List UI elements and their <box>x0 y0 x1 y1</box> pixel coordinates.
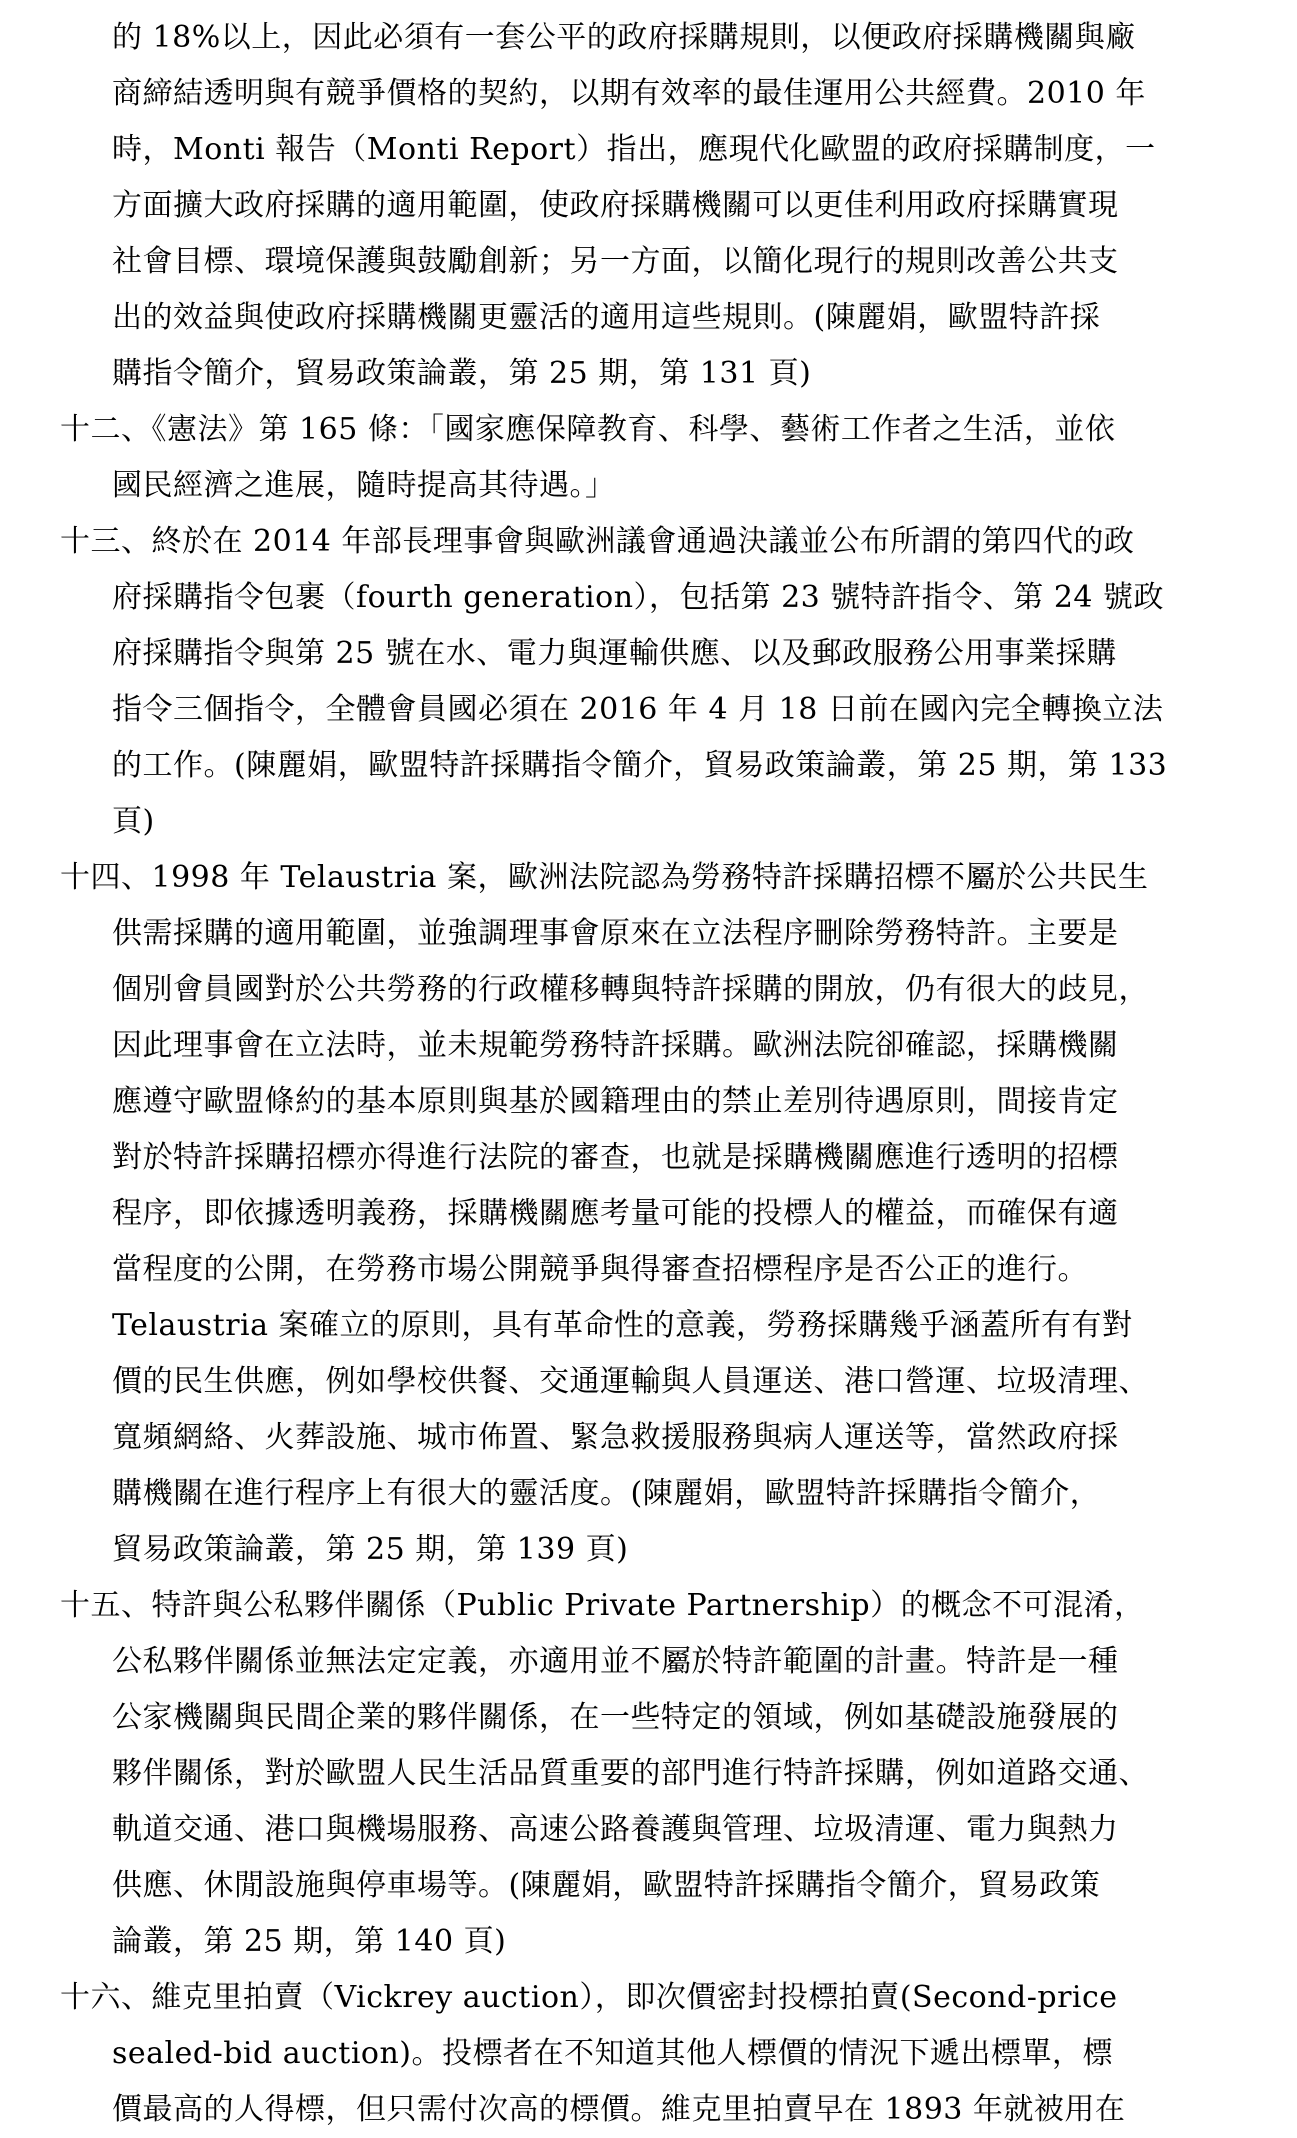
footnote-heading-line: 十三、終於在 2014 年部長理事會與歐洲議會通過決議並公布所謂的第四代的政 <box>60 524 1135 559</box>
text-line: 商締結透明與有競爭價格的契約，以期有效率的最佳運用公共經費。2010 年 <box>112 76 1146 111</box>
text-line: 社會目標、環境保護與鼓勵創新；另一方面，以簡化現行的規則改善公共支 <box>112 244 1119 279</box>
text-line: 公私夥伴關係並無法定定義，亦適用並不屬於特許範圍的計畫。特許是一種 <box>112 1644 1119 1679</box>
text-line: 出的效益與使政府採購機關更靈活的適用這些規則。(陳麗娟，歐盟特許採 <box>112 300 1101 335</box>
text-line: 購指令簡介，貿易政策論叢，第 25 期，第 131 頁) <box>112 356 812 391</box>
text-line: 對於特許採購招標亦得進行法院的審查，也就是採購機關應進行透明的招標 <box>112 1140 1119 1175</box>
footnote-heading-line: 十五、特許與公私夥伴關係（Public Private Partnership）的概念不可混淆， <box>60 1588 1145 1623</box>
text-line: 夥伴關係，對於歐盟人民生活品質重要的部門進行特許採購，例如道路交通、 <box>112 1756 1149 1791</box>
text-line: sealed-bid auction)。投標者在不知道其他人標價的情況下遞出標單，標 <box>112 2036 1114 2071</box>
text-line: 軌道交通、港口與機場服務、高速公路養護與管理、垃圾清運、電力與熱力 <box>112 1812 1119 1847</box>
footnote-heading-line: 十六、維克里拍賣（Vickrey auction），即次價密封投標拍賣(Second-price <box>60 1980 1118 2015</box>
text-line: 當程度的公開，在勞務市場公開競爭與得審查招標程序是否公正的進行。 <box>112 1252 1088 1287</box>
text-line: 程序，即依據透明義務，採購機關應考量可能的投標人的權益，而確保有適 <box>112 1196 1119 1231</box>
text-line: 因此理事會在立法時，並未規範勞務特許採購。歐洲法院卻確認，採購機關 <box>112 1028 1119 1063</box>
text-line: 的工作。(陳麗娟，歐盟特許採購指令簡介，貿易政策論叢，第 25 期，第 133 <box>112 748 1168 783</box>
footnote-heading-line: 十四、1998 年 Telaustria 案，歐洲法院認為勞務特許採購招標不屬於公共民生 <box>60 860 1149 895</box>
text-line: 供需採購的適用範圍，並強調理事會原來在立法程序刪除勞務特許。主要是 <box>112 916 1119 951</box>
text-line: 府採購指令與第 25 號在水、電力與運輸供應、以及郵政服務公用事業採購 <box>112 636 1117 671</box>
document-page <box>60 10 1230 2138</box>
text-line: 指令三個指令，全體會員國必須在 2016 年 4 月 18 日前在國內完全轉換立法 <box>112 692 1164 727</box>
text-line: 個別會員國對於公共勞務的行政權移轉與特許採購的開放，仍有很大的歧見， <box>112 972 1149 1007</box>
text-line: 寬頻網絡、火葬設施、城市佈置、緊急救援服務與病人運送等，當然政府採 <box>112 1420 1119 1455</box>
text-line: 國民經濟之進展，隨時提高其待遇。」 <box>112 468 616 503</box>
text-line: Telaustria 案確立的原則，具有革命性的意義，勞務採購幾乎涵蓋所有有對 <box>112 1308 1133 1343</box>
text-line: 價的民生供應，例如學校供餐、交通運輸與人員運送、港口營運、垃圾清理、 <box>112 1364 1149 1399</box>
text-line: 頁) <box>112 804 155 839</box>
text-line: 價最高的人得標，但只需付次高的標價。維克里拍賣早在 1893 年就被用在 <box>112 2092 1126 2127</box>
text-line: 貿易政策論叢，第 25 期，第 139 頁) <box>112 1532 629 1567</box>
text-line: 府採購指令包裹（fourth generation），包括第 23 號特許指令、第 24 號政 <box>112 580 1165 615</box>
text-line: 購機關在進行程序上有很大的靈活度。(陳麗娟，歐盟特許採購指令簡介， <box>112 1476 1101 1511</box>
text-line: 公家機關與民間企業的夥伴關係，在一些特定的領域，例如基礎設施發展的 <box>112 1700 1119 1735</box>
text-line: 論叢，第 25 期，第 140 頁) <box>112 1924 507 1959</box>
footnote-heading-line: 十二、《憲法》第 165 條：「國家應保障教育、科學、藝術工作者之生活，並依 <box>60 412 1116 447</box>
text-line: 的 18%以上，因此必須有一套公平的政府採購規則，以便政府採購機關與廠 <box>112 20 1136 55</box>
text-line: 供應、休閒設施與停車場等。(陳麗娟，歐盟特許採購指令簡介，貿易政策 <box>112 1868 1101 1903</box>
text-line: 時，Monti 報告（Monti Report）指出，應現代化歐盟的政府採購制度，一 <box>112 132 1156 167</box>
text-line: 應遵守歐盟條約的基本原則與基於國籍理由的禁止差別待遇原則，間接肯定 <box>112 1084 1119 1119</box>
text-line: 方面擴大政府採購的適用範圍，使政府採購機關可以更佳利用政府採購實現 <box>112 188 1119 223</box>
